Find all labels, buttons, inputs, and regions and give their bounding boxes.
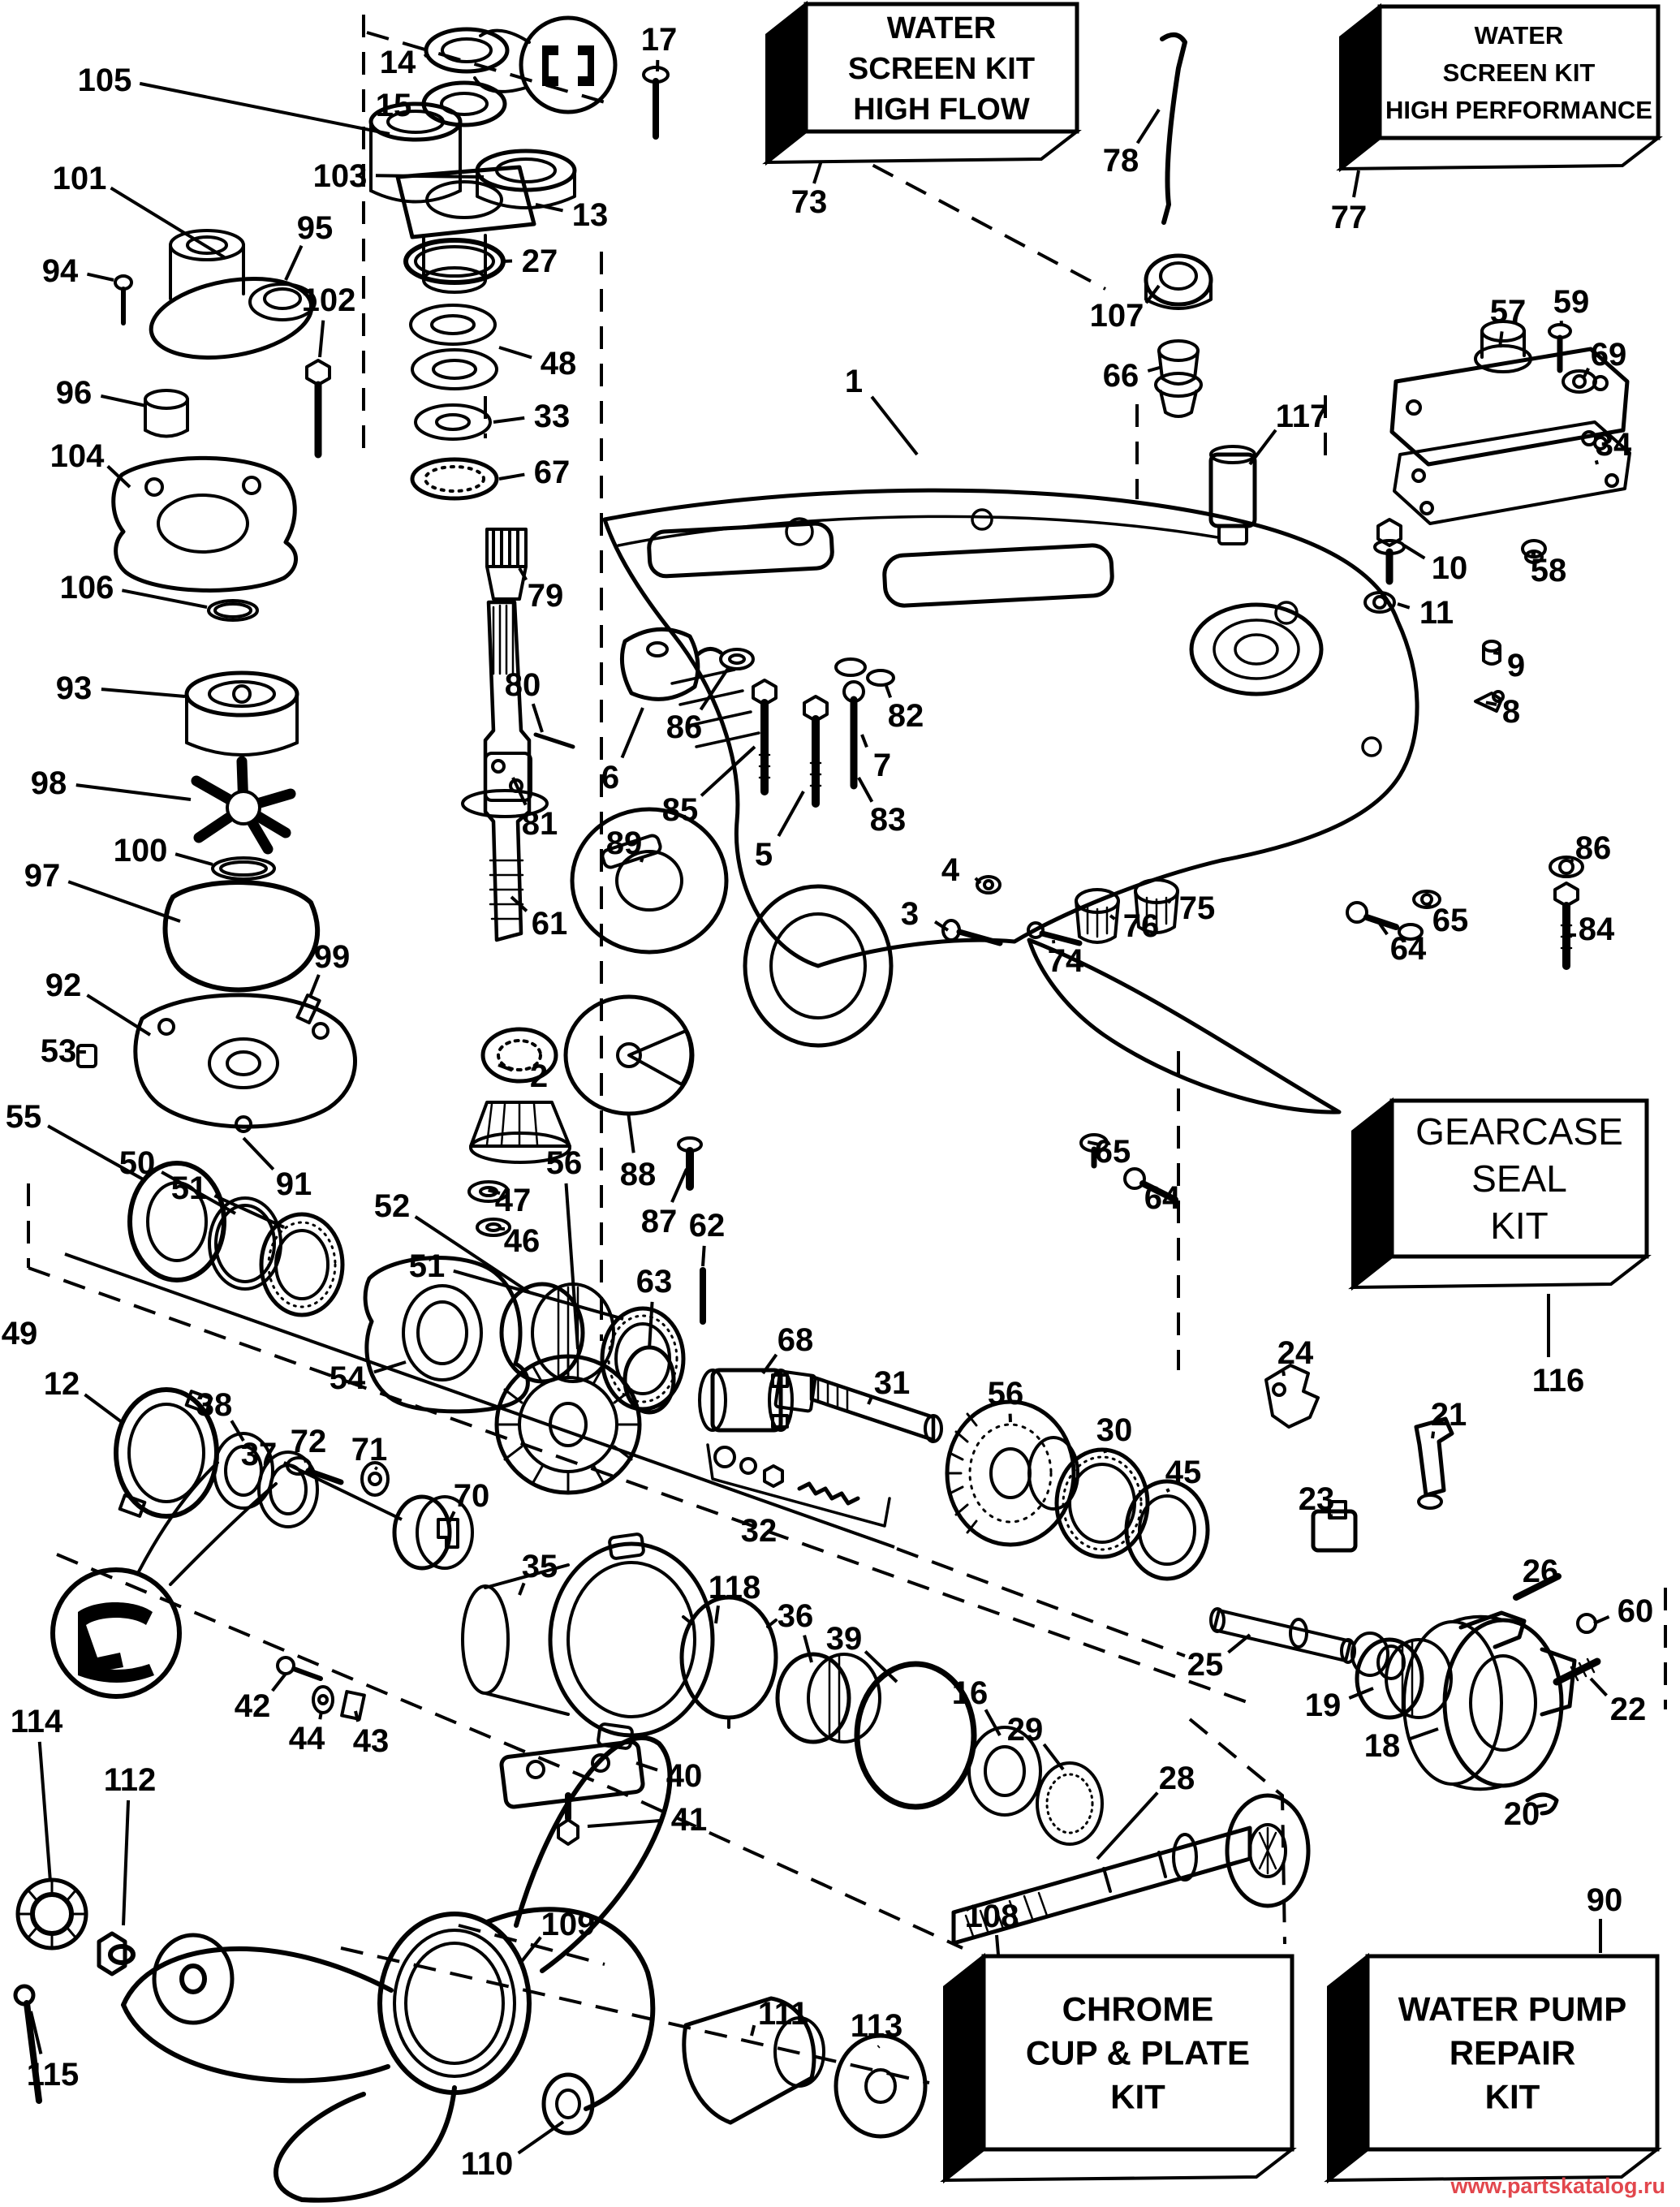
part-callout-97: 97: [24, 858, 61, 894]
part-callout-66: 66: [1102, 358, 1139, 394]
part-callout-3: 3: [900, 896, 920, 932]
part-callout-59: 59: [1553, 284, 1590, 320]
part-callout-46: 46: [503, 1223, 541, 1259]
callout-leader-113: [878, 2046, 879, 2047]
callout-leader-102: [320, 321, 323, 357]
part-callout-45: 45: [1165, 1455, 1202, 1490]
callout-leader-100: [175, 854, 213, 864]
callout-leader-93: [101, 689, 185, 696]
part-callout-114: 114: [10, 1704, 63, 1739]
callout-leader-106: [122, 590, 207, 607]
part-callout-107: 107: [1089, 298, 1144, 334]
kit-box-label: GEARCASE SEAL KIT: [1415, 1110, 1623, 1248]
callout-leader-48: [499, 347, 532, 357]
dashed-guides: [28, 15, 1665, 2083]
part-callout-64: 64: [1144, 1180, 1181, 1216]
callout-leader-87: [672, 1169, 687, 1202]
callout-leader-76: [1110, 916, 1115, 919]
kit-box-number-90: 90: [1586, 1882, 1623, 1918]
watermark: www.partskatalog.ru: [1450, 2174, 1665, 2198]
part-callout-72: 72: [290, 1424, 327, 1459]
part-callout-14: 14: [379, 45, 416, 80]
part-callout-24: 24: [1277, 1335, 1314, 1371]
part-callout-22: 22: [1609, 1692, 1647, 1727]
callout-leader-8: [1486, 702, 1497, 705]
callout-leader-98: [76, 785, 191, 800]
part-callout-23: 23: [1298, 1481, 1335, 1517]
kit-box-water-pump-repair-kit: [1329, 1882, 1657, 2180]
part-callout-71: 71: [351, 1432, 388, 1468]
part-callout-31: 31: [873, 1365, 911, 1401]
callout-leader-1: [872, 397, 917, 455]
part-callout-94: 94: [41, 253, 79, 289]
part-callout-93: 93: [55, 670, 93, 706]
part-callout-2: 2: [529, 1058, 549, 1094]
callout-leader-29: [1044, 1744, 1063, 1769]
part-callout-50: 50: [118, 1145, 156, 1181]
part-callout-55: 55: [5, 1099, 42, 1135]
part-callout-118: 118: [708, 1570, 761, 1606]
part-callout-112: 112: [103, 1762, 157, 1798]
part-callout-76: 76: [1122, 908, 1160, 944]
callout-leader-97: [68, 882, 180, 921]
part-callout-19: 19: [1304, 1688, 1342, 1723]
callout-leader-25: [1228, 1635, 1250, 1653]
driveshaft-parts-drawing: [398, 29, 668, 1235]
callout-leader-24: [1283, 1371, 1284, 1376]
kit-box-water-screen-kit-high-flow: [767, 4, 1077, 220]
callout-leader-10: [1404, 545, 1424, 558]
callout-leader-18: [1409, 1729, 1438, 1739]
gear-parts-drawing: [494, 809, 1208, 1579]
callout-leader-35: [519, 1583, 524, 1595]
part-callout-5: 5: [754, 837, 773, 873]
part-callout-36: 36: [777, 1598, 814, 1634]
callout-leader-28: [1097, 1793, 1157, 1859]
kit-box-water-screen-kit-high-performance: [1331, 6, 1658, 235]
kit-box-leader: [814, 161, 821, 183]
part-callout-101: 101: [52, 161, 107, 196]
callout-leader-99: [310, 975, 319, 997]
part-callout-16: 16: [951, 1675, 989, 1711]
callout-leader-82: [886, 686, 890, 697]
part-callout-51: 51: [170, 1170, 208, 1206]
part-callout-33: 33: [533, 399, 571, 434]
callout-leader-95: [286, 246, 302, 280]
part-callout-8: 8: [1501, 694, 1521, 730]
part-callout-57: 57: [1489, 294, 1527, 330]
kit-box-number-116: 116: [1531, 1363, 1585, 1399]
part-callout-61: 61: [531, 906, 568, 942]
part-callout-69: 69: [1590, 337, 1627, 373]
kit-box-side: [1329, 1956, 1368, 2180]
part-callout-43: 43: [352, 1723, 390, 1759]
kit-box-label: CHROME CUP & PLATE KIT: [1025, 1989, 1251, 2116]
kit-box-side: [945, 1956, 984, 2180]
part-callout-7: 7: [872, 748, 892, 783]
part-callout-64: 64: [1389, 931, 1427, 967]
part-callout-54: 54: [329, 1360, 366, 1396]
part-callout-56: 56: [987, 1376, 1024, 1412]
part-callout-109: 109: [541, 1907, 596, 1942]
part-callout-62: 62: [688, 1208, 726, 1244]
kit-box-number-73: 73: [790, 184, 828, 220]
part-callout-12: 12: [43, 1366, 80, 1402]
callout-leader-101: [111, 188, 226, 258]
part-callout-75: 75: [1178, 890, 1216, 926]
callout-leader-78: [1138, 110, 1159, 143]
part-callout-4: 4: [941, 852, 960, 888]
callout-leader-75: [1169, 901, 1170, 903]
part-callout-79: 79: [527, 578, 564, 614]
callout-leader-57: [1500, 331, 1502, 347]
part-callout-30: 30: [1096, 1412, 1133, 1448]
callout-leader-94: [87, 274, 114, 280]
part-callout-6: 6: [601, 760, 620, 795]
part-callout-18: 18: [1363, 1728, 1401, 1764]
part-callout-39: 39: [825, 1621, 863, 1657]
callout-leader-7: [862, 735, 867, 747]
part-callout-17: 17: [640, 22, 678, 58]
callout-leader-109: [519, 1938, 541, 1964]
callout-leader-69: [1584, 369, 1588, 377]
part-callout-34: 34: [1595, 427, 1632, 463]
callout-leader-41: [588, 1821, 661, 1826]
part-callout-100: 100: [113, 833, 168, 869]
part-callout-53: 53: [40, 1033, 77, 1069]
callout-leader-118: [716, 1606, 718, 1623]
callout-leader-36: [804, 1636, 812, 1662]
part-callout-74: 74: [1047, 943, 1084, 979]
part-callout-113: 113: [850, 2008, 903, 2044]
part-callout-48: 48: [540, 346, 577, 381]
part-callout-35: 35: [521, 1549, 558, 1584]
part-callout-103: 103: [312, 158, 368, 194]
callout-leader-6: [622, 708, 643, 757]
callout-leader-67: [499, 475, 524, 479]
part-callout-104: 104: [50, 438, 105, 474]
part-callout-105: 105: [77, 63, 132, 98]
kit-box-leader: [1354, 170, 1359, 197]
callout-leader-33: [493, 418, 524, 422]
part-callout-20: 20: [1503, 1796, 1540, 1832]
part-callout-95: 95: [296, 210, 334, 246]
part-callout-115: 115: [26, 2057, 80, 2093]
part-callout-81: 81: [521, 806, 558, 842]
part-callout-87: 87: [640, 1204, 678, 1239]
part-callout-11: 11: [1419, 595, 1454, 631]
callout-leader-44: [320, 1711, 321, 1719]
kit-box-label: WATER PUMP REPAIR KIT: [1398, 1989, 1627, 2116]
callout-leader-22: [1591, 1679, 1607, 1696]
part-callout-98: 98: [30, 765, 67, 801]
callout-leader-88: [628, 1112, 634, 1153]
part-callout-60: 60: [1617, 1593, 1654, 1629]
part-callout-67: 67: [533, 455, 571, 490]
part-callout-111: 111: [757, 1996, 809, 2032]
kit-box-bottom: [1341, 138, 1658, 169]
part-callout-44: 44: [288, 1721, 325, 1757]
callout-leader-111: [752, 2025, 754, 2036]
part-callout-80: 80: [504, 667, 541, 703]
hardware-parts-drawing: [619, 35, 1630, 1200]
callout-leader-26: [1529, 1589, 1532, 1590]
part-callout-58: 58: [1530, 553, 1567, 588]
part-callout-42: 42: [234, 1688, 271, 1724]
part-callout-68: 68: [777, 1322, 814, 1358]
kit-box-label: WATER SCREEN KIT HIGH PERFORMANCE: [1385, 20, 1652, 124]
callout-leader-104: [108, 466, 130, 487]
callout-leader-117: [1250, 430, 1276, 464]
kit-box-chrome-cup-plate-kit: [945, 1899, 1292, 2180]
callout-leader-42: [273, 1674, 286, 1691]
kit-box-gearcase-seal-kit: [1353, 1101, 1647, 1399]
kit-box-bottom: [945, 2149, 1292, 2180]
part-callout-27: 27: [521, 244, 558, 279]
part-callout-92: 92: [45, 968, 82, 1003]
callout-leader-5: [778, 791, 803, 836]
part-callout-89: 89: [605, 825, 643, 861]
part-callout-78: 78: [1102, 143, 1139, 179]
part-callout-38: 38: [196, 1387, 233, 1423]
kit-box-label: WATER SCREEN KIT HIGH FLOW: [847, 11, 1036, 127]
part-callout-99: 99: [313, 939, 351, 975]
part-callout-88: 88: [619, 1157, 657, 1192]
gearcase-housing-drawing: [605, 490, 1417, 1112]
callout-leader-92: [87, 995, 150, 1035]
part-callout-25: 25: [1187, 1647, 1224, 1683]
part-callout-63: 63: [635, 1264, 673, 1300]
kit-box-number-108: 108: [964, 1899, 1019, 1934]
callout-leader-85: [701, 747, 755, 795]
part-callout-86: 86: [666, 709, 703, 745]
part-callout-26: 26: [1522, 1554, 1559, 1589]
part-callout-86: 86: [1574, 830, 1612, 866]
callout-leader-96: [101, 396, 146, 406]
callout-leader-11: [1398, 604, 1410, 608]
callout-leader-72: [304, 1461, 305, 1462]
part-callout-9: 9: [1506, 648, 1526, 683]
part-callout-110: 110: [460, 2146, 514, 2182]
callout-leader-83: [859, 778, 872, 802]
callout-leader-31: [868, 1397, 872, 1404]
part-callout-52: 52: [373, 1188, 411, 1224]
part-callout-102: 102: [301, 282, 356, 318]
part-callout-83: 83: [869, 802, 907, 838]
callout-leader-103: [376, 175, 484, 177]
part-callout-106: 106: [59, 570, 114, 606]
callout-leader-14: [424, 54, 429, 56]
part-callout-40: 40: [666, 1758, 703, 1794]
kit-box-number-77: 77: [1330, 200, 1368, 235]
part-callout-29: 29: [1006, 1712, 1044, 1748]
part-callout-37: 37: [240, 1437, 278, 1472]
part-callout-65: 65: [1432, 903, 1469, 938]
part-callout-41: 41: [670, 1802, 708, 1838]
part-callout-51: 51: [408, 1248, 446, 1284]
kit-box-bottom: [767, 131, 1077, 162]
part-callout-56: 56: [545, 1145, 583, 1181]
callout-leader-86: [1570, 860, 1573, 862]
part-callout-1: 1: [844, 364, 864, 399]
kit-box-bottom: [1353, 1257, 1647, 1287]
callout-leader-114: [40, 1742, 50, 1882]
propeller-drawing: [15, 1738, 925, 2201]
part-callout-96: 96: [55, 375, 93, 411]
part-callout-82: 82: [887, 698, 924, 734]
kit-box-leader: [997, 1935, 998, 1955]
seal-detail-inset-bottom: [53, 1463, 276, 1696]
part-callout-49: 49: [1, 1316, 38, 1351]
part-callout-47: 47: [494, 1183, 532, 1218]
callout-leader-71: [375, 1468, 377, 1469]
callout-leader-80: [533, 704, 542, 732]
part-callout-28: 28: [1158, 1761, 1195, 1796]
propshaft-parts-drawing: [951, 1365, 1597, 1943]
callout-leader-105: [140, 84, 390, 134]
callout-leader-91: [243, 1138, 274, 1170]
part-callout-84: 84: [1578, 912, 1615, 947]
part-callout-91: 91: [275, 1166, 312, 1202]
callout-leader-110: [519, 2122, 563, 2153]
callout-leader-12: [85, 1394, 122, 1422]
callout-leader-65: [1429, 903, 1430, 906]
part-callout-85: 85: [661, 792, 699, 828]
part-callout-70: 70: [453, 1478, 490, 1514]
callout-leader-62: [703, 1246, 704, 1266]
part-callout-65: 65: [1094, 1134, 1131, 1170]
part-callout-13: 13: [571, 197, 609, 233]
part-callout-21: 21: [1430, 1397, 1467, 1433]
callout-leader-112: [123, 1800, 128, 1925]
part-callout-117: 117: [1275, 399, 1329, 434]
part-callout-32: 32: [740, 1513, 778, 1549]
part-callout-15: 15: [375, 88, 412, 123]
part-callout-10: 10: [1431, 550, 1468, 586]
